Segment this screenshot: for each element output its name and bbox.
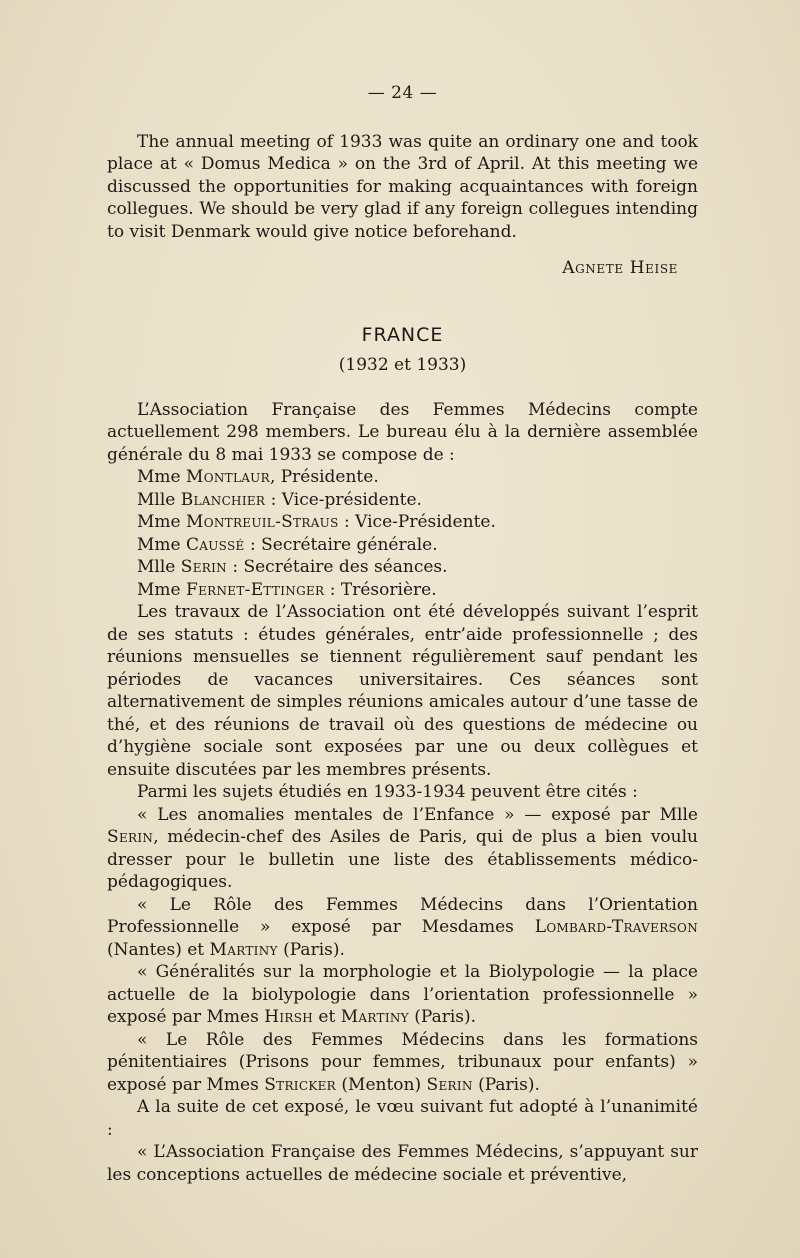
member-name: Montlaur <box>186 467 270 487</box>
member-role: : Trésorière. <box>324 579 437 600</box>
board-member <box>107 489 698 512</box>
subjects-intro: Parmi les sujets étudiés en 1933-1934 peuvent être cités : <box>137 782 638 802</box>
subject-text: « Les anomalies mentales de l’Enfance » — exposé par Mlle <box>137 804 698 825</box>
subject-text: (Paris). <box>408 1007 477 1027</box>
author-name: Lombard-Traverson <box>534 917 698 937</box>
member-title: Mme <box>137 579 181 600</box>
page-number: — 24 — <box>367 83 438 103</box>
member-name: Serin <box>180 557 227 577</box>
member-name: Montreuil-Straus <box>186 512 339 532</box>
work-paragraph: Les travaux de l’Association ont été développés suivant l’esprit de ses statuts : études générales, entr’aide professionnelle ; des réunions mensuelles se tiennent régulièrement sauf pendant les périodes de vacances universitaires. Ces séances sont alternativement de simples réunions amicales autour d’une tasse de thé, et des réunions de travail où des questions de médecine ou d’hygiène sociale sont exposées par une ou deux collègues et ensuite discutées par les membres présents. <box>107 602 698 780</box>
board-member <box>107 466 698 489</box>
subject-text: « Le Rôle des Femmes Médecins dans les formations pénitentiaires (Prisons pour femmes, tribunaux pour enfants) » exposé par Mmes <box>107 1029 698 1095</box>
member-name: Caussé <box>186 534 245 555</box>
subject-text: , médecin-chef des Asiles de Paris, qui de plus a bien voulu dresser pour le bulletin une liste des établissements médico-pédagogiques. <box>107 827 698 892</box>
section-title: FRANCE <box>361 323 444 346</box>
author-name: Martiny <box>209 939 278 960</box>
subject-paragraph <box>107 1029 698 1097</box>
subject-text: et <box>313 1007 341 1027</box>
vow-intro: A la suite de cet exposé, le vœu suivant fut adopté à l’unanimité : <box>107 1097 698 1140</box>
vow-start: « L’Association Française des Femmes Médecins, s’appuyant sur les conceptions actuelles de médecine sociale et préventive, <box>107 1142 698 1185</box>
member-role: : Vice-Présidente. <box>338 512 496 532</box>
subject-paragraph <box>107 961 698 1029</box>
board-list <box>107 466 698 601</box>
member-title: Mme <box>137 512 181 532</box>
author-name: Martiny <box>340 1007 409 1027</box>
member-title: Mlle <box>137 557 176 577</box>
author-name: Hirsh <box>264 1007 314 1027</box>
subject-paragraph <box>107 804 698 894</box>
subject-paragraph <box>107 894 698 962</box>
association-opening: L’Association Française des Femmes Médecins compte actuellement 298 members. Le bureau élu à la dernière assemblée générale du 8 mai 1933 se compose de : <box>107 399 698 465</box>
author-name: Serin <box>426 1074 473 1095</box>
subject-text: (Menton) <box>336 1074 427 1095</box>
board-member <box>107 579 698 602</box>
author-name: Serin <box>107 827 154 847</box>
member-role: : Vice-présidente. <box>265 489 422 510</box>
member-title: Mme <box>137 467 181 487</box>
member-role: : Secrétaire des séances. <box>226 557 448 577</box>
member-name: Fernet-Ettinger <box>186 579 325 600</box>
subject-text: (Paris). <box>277 939 345 960</box>
board-member <box>107 511 698 534</box>
subject-text: (Nantes) et <box>107 939 210 960</box>
board-member <box>107 534 698 557</box>
signature: Agnete Heise <box>562 258 678 278</box>
page-content <box>107 82 698 1186</box>
subject-text: « Généralités sur la morphologie et la Biolypologie — la place actuelle de la biolypologie dans l’orientation professionnelle » exposé par Mmes <box>107 962 698 1027</box>
subject-text: « Le Rôle des Femmes Médecins dans l’Orientation Professionnelle » exposé par Mesdames <box>107 894 698 937</box>
section-subtitle: (1932 et 1933) <box>338 355 467 375</box>
member-title: Mme <box>137 534 181 555</box>
member-role: , Présidente. <box>269 467 379 487</box>
author-name: Stricker <box>264 1074 336 1095</box>
member-title: Mlle <box>137 489 176 510</box>
intro-paragraph: The annual meeting of 1933 was quite an ordinary one and took place at « Domus Medica » on the 3rd of April. At this meeting we discussed the opportunities for making acquaintances with foreign collegues. We should be very glad if any foreign collegues intending to visit Denmark would give notice beforehand. <box>107 131 698 242</box>
board-member <box>107 556 698 579</box>
member-role: : Secrétaire générale. <box>244 534 438 555</box>
member-name: Blanchier <box>180 489 266 510</box>
subject-text: (Paris). <box>472 1074 540 1095</box>
